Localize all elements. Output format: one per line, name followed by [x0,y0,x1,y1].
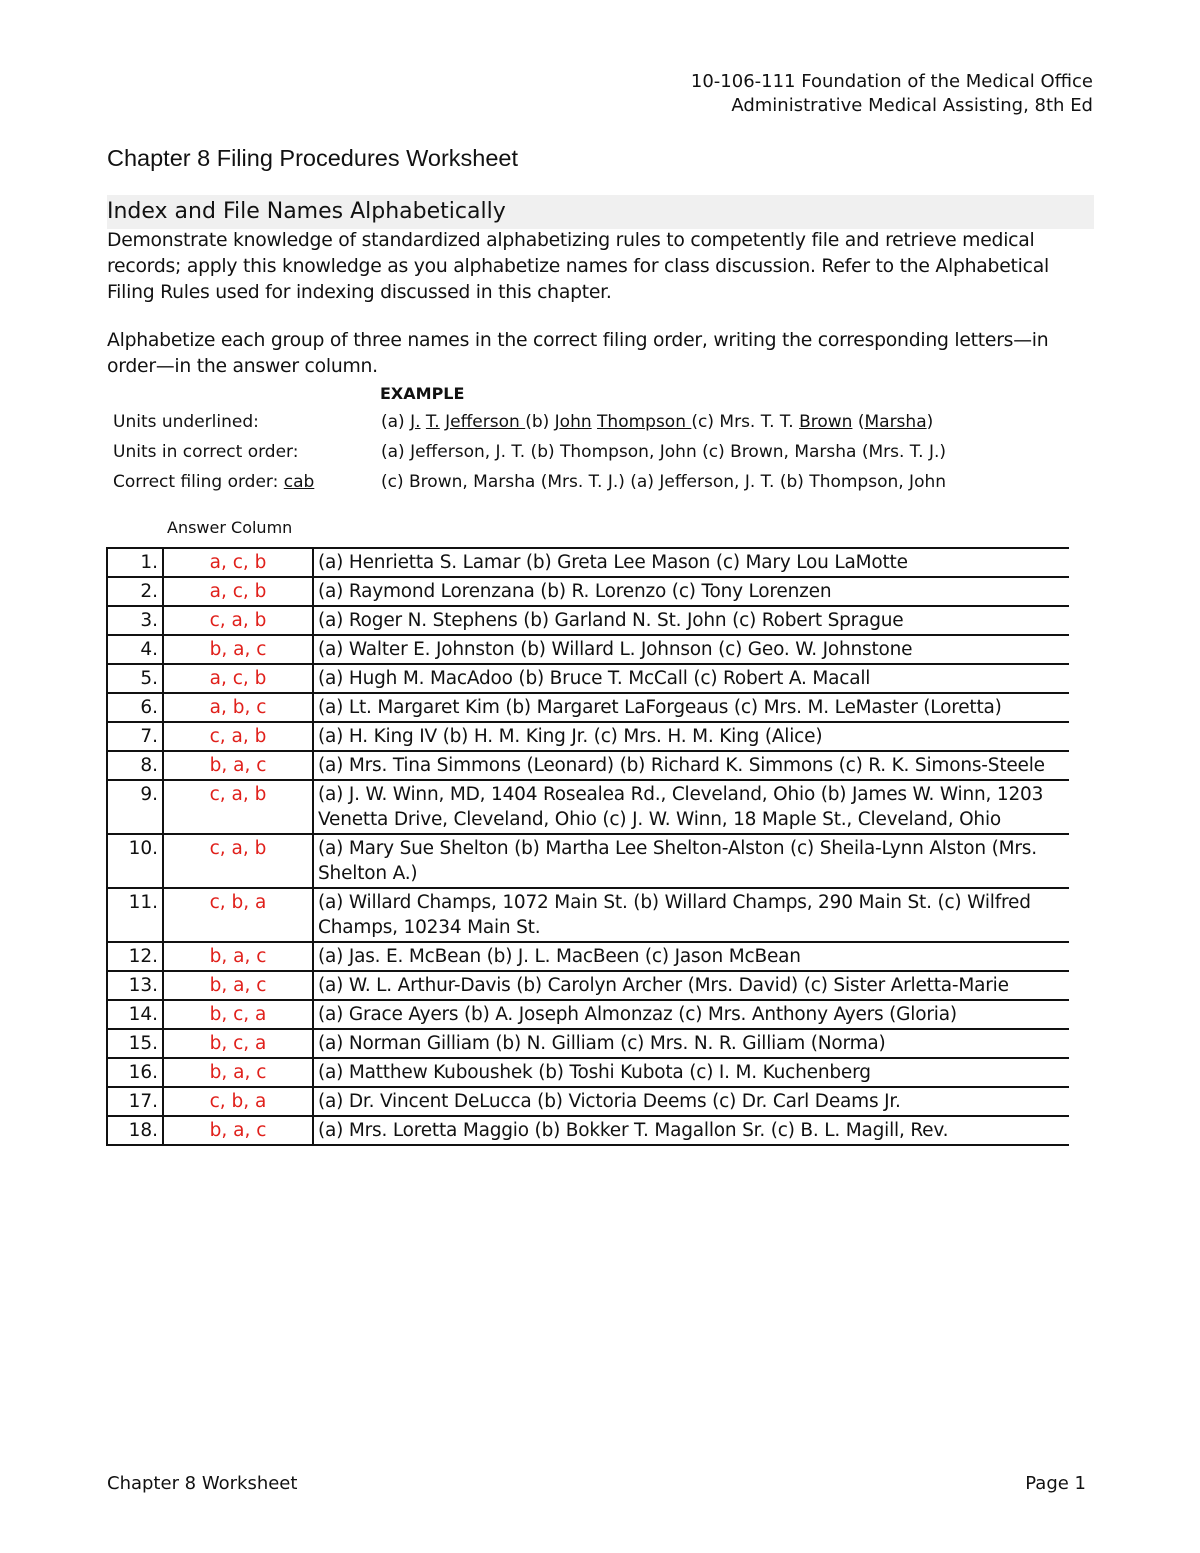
names-cell: (a) Roger N. Stephens (b) Garland N. St. John (c) Robert Sprague [313,606,1069,635]
table-row [107,780,1069,834]
row-number: 14. [107,1000,163,1029]
row-number: 5. [107,664,163,693]
example-value: (a) Jefferson, J. T. (b) Thompson, John (c) Brown, Marsha (Mrs. T. J.) [381,442,947,462]
answer-cell: b, a, c [163,751,313,780]
names-cell: (a) Lt. Margaret Kim (b) Margaret LaForgeaus (c) Mrs. M. LeMaster (Loretta) [313,693,1069,722]
names-cell: (a) Norman Gilliam (b) N. Gilliam (c) Mrs. N. R. Gilliam (Norma) [313,1029,1069,1058]
table-row [107,693,1069,722]
answer-cell: b, a, c [163,971,313,1000]
table-row [107,606,1069,635]
table-row [107,1029,1069,1058]
instructions [107,228,1097,380]
names-cell: (a) Walter E. Johnston (b) Willard L. Johnson (c) Geo. W. Johnstone [313,635,1069,664]
row-number: 18. [107,1116,163,1145]
row-number: 4. [107,635,163,664]
textbook-title: Administrative Medical Assisting, 8th Ed [731,95,1093,116]
names-cell: (a) Henrietta S. Lamar (b) Greta Lee Mason (c) Mary Lou LaMotte [313,548,1069,577]
names-cell: (a) Willard Champs, 1072 Main St. (b) Willard Champs, 290 Main St. (c) Wilfred Champs, 10234 Main St. [313,888,1069,942]
instructions-paragraph-1: Demonstrate knowledge of standardized alphabetizing rules to competently file and retrieve medical records; apply this knowledge as you alphabetize names for class discussion. Refer to the Alphabetical Filing Rules used for indexing discussed in this chapter. [107,230,1049,303]
table-row [107,1087,1069,1116]
answer-cell: a, c, b [163,577,313,606]
names-cell: (a) Hugh M. MacAdoo (b) Bruce T. McCall (c) Robert A. Macall [313,664,1069,693]
course-title: 10-106-111 Foundation of the Medical Office [690,71,1093,92]
names-cell: (a) Mary Sue Shelton (b) Martha Lee Shelton-Alston (c) Sheila-Lynn Alston (Mrs. Shelton A.) [313,834,1069,888]
answer-cell: c, a, b [163,834,313,888]
table-row [107,1058,1069,1087]
names-cell: (a) Mrs. Loretta Maggio (b) Bokker T. Magallon Sr. (c) B. L. Magill, Rev. [313,1116,1069,1145]
names-cell: (a) J. W. Winn, MD, 1404 Rosealea Rd., Cleveland, Ohio (b) James W. Winn, 1203 Venetta Drive, Cleveland, Ohio (c) J. W. Winn, 18 Maple St., Cleveland, Ohio [313,780,1069,834]
answer-column-label: Answer Column [167,518,293,537]
row-number: 17. [107,1087,163,1116]
row-number: 11. [107,888,163,942]
answer-cell: c, b, a [163,1087,313,1116]
section-heading: Index and File Names Alphabetically [107,195,1094,229]
names-cell: (a) W. L. Arthur-Davis (b) Carolyn Archer (Mrs. David) (c) Sister Arletta-Marie [313,971,1069,1000]
answer-table [106,547,1069,1146]
answer-cell: a, b, c [163,693,313,722]
example-value: (a) J. T. Jefferson (b) John Thompson (c) Mrs. T. T. Brown (Marsha) [381,412,934,432]
answer-cell: b, a, c [163,1058,313,1087]
names-cell: (a) Jas. E. McBean (b) J. L. MacBeen (c) Jason McBean [313,942,1069,971]
answer-cell: b, c, a [163,1000,313,1029]
example-label: Correct filing order: cab [113,472,315,492]
row-number: 8. [107,751,163,780]
row-number: 1. [107,548,163,577]
answer-cell: c, b, a [163,888,313,942]
page-title: Chapter 8 Filing Procedures Worksheet [107,145,519,171]
row-number: 10. [107,834,163,888]
names-cell: (a) Dr. Vincent DeLucca (b) Victoria Deems (c) Dr. Carl Deams Jr. [313,1087,1069,1116]
table-row [107,548,1069,577]
example-value: (c) Brown, Marsha (Mrs. T. J.) (a) Jefferson, J. T. (b) Thompson, John [381,472,947,492]
names-cell: (a) Mrs. Tina Simmons (Leonard) (b) Richard K. Simmons (c) R. K. Simons-Steele [313,751,1069,780]
footer-page-number: Page 1 [1025,1473,1086,1494]
page-header [691,70,1093,118]
table-row [107,834,1069,888]
table-row [107,751,1069,780]
names-cell: (a) Grace Ayers (b) A. Joseph Almonzaz (c) Mrs. Anthony Ayers (Gloria) [313,1000,1069,1029]
answer-cell: b, a, c [163,635,313,664]
table-row [107,722,1069,751]
table-row [107,942,1069,971]
answer-cell: c, a, b [163,606,313,635]
table-row [107,1116,1069,1145]
answer-cell: b, c, a [163,1029,313,1058]
row-number: 6. [107,693,163,722]
row-number: 16. [107,1058,163,1087]
row-number: 2. [107,577,163,606]
row-number: 7. [107,722,163,751]
answer-cell: b, a, c [163,942,313,971]
row-number: 13. [107,971,163,1000]
answer-cell: c, a, b [163,780,313,834]
table-row [107,577,1069,606]
answer-cell: c, a, b [163,722,313,751]
answer-cell: a, c, b [163,548,313,577]
example-heading: EXAMPLE [380,384,465,403]
answer-cell: b, a, c [163,1116,313,1145]
table-row [107,888,1069,942]
names-cell: (a) H. King IV (b) H. M. King Jr. (c) Mrs. H. M. King (Alice) [313,722,1069,751]
example-label: Units underlined: [113,412,259,432]
row-number: 3. [107,606,163,635]
table-row [107,971,1069,1000]
row-number: 12. [107,942,163,971]
example-label: Units in correct order: [113,442,299,462]
row-number: 15. [107,1029,163,1058]
table-row [107,1000,1069,1029]
instructions-paragraph-2: Alphabetize each group of three names in the correct filing order, writing the corresponding letters—in order—in the answer column. [107,330,1049,377]
names-cell: (a) Raymond Lorenzana (b) R. Lorenzo (c) Tony Lorenzen [313,577,1069,606]
names-cell: (a) Matthew Kuboushek (b) Toshi Kubota (c) I. M. Kuchenberg [313,1058,1069,1087]
table-row [107,635,1069,664]
answer-cell: a, c, b [163,664,313,693]
footer-chapter: Chapter 8 Worksheet [107,1473,298,1494]
table-row [107,664,1069,693]
row-number: 9. [107,780,163,834]
